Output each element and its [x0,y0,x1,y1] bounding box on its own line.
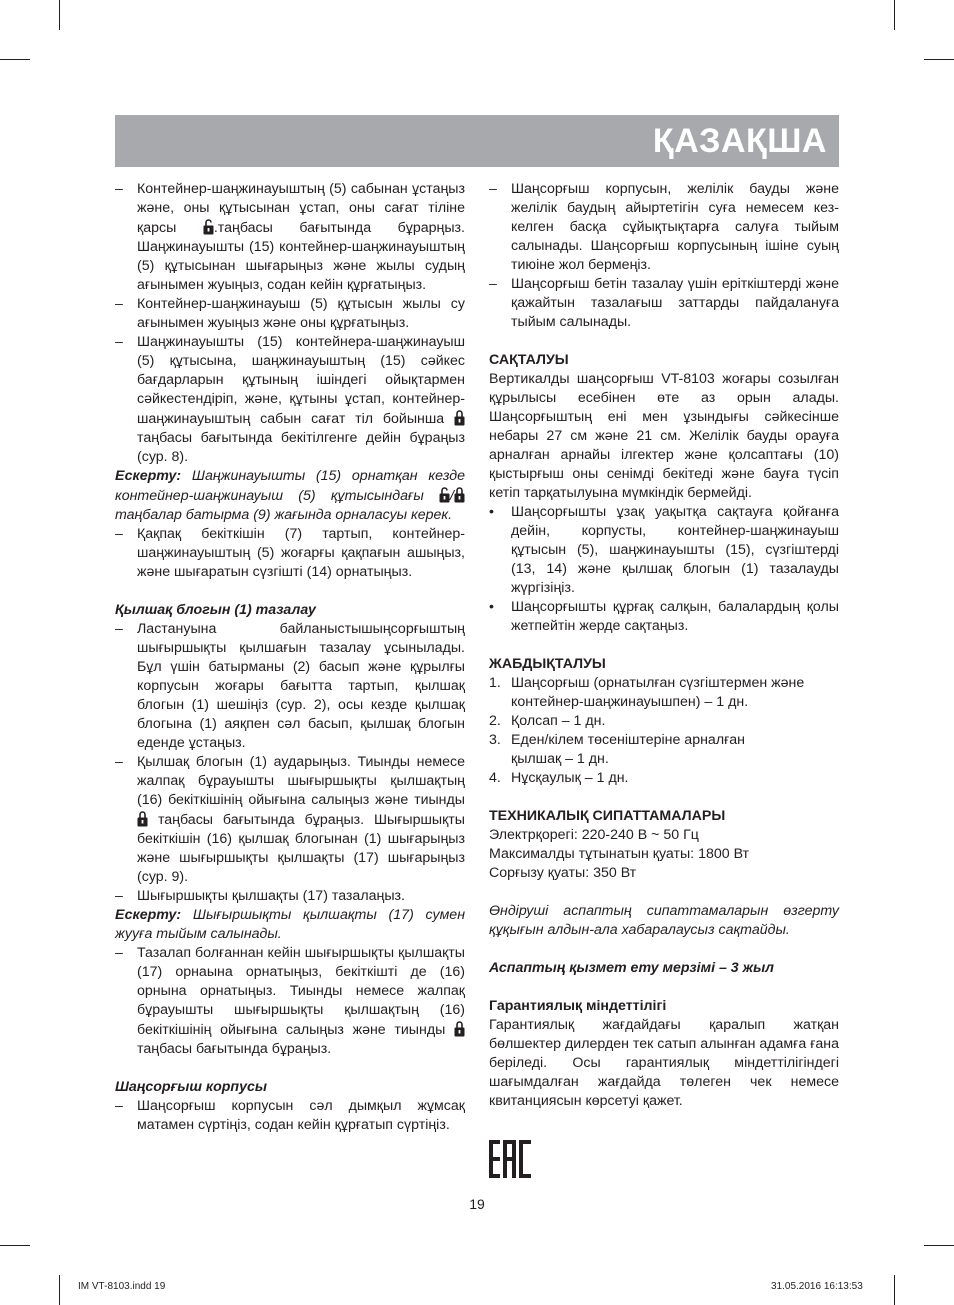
section-heading: ТЕХНИКАЛЫҚ СИПАТТАМАЛАРЫ [489,808,726,824]
spec-line: Максималды тұтынатын қуаты: 1800 Вт [489,846,750,862]
list-item: • Шаңсорғышты ұзақ уақытқа сақтауға қойғанға дейін, корпусты, контейнер-шаңжинауыш құтысын (5), шаңжинауышты (15), сүзгіштерді (13, 14) және қылшақ блогын (1) тазалауды жүргізіңіз. [489,504,839,596]
list-item: 1. Шаңсорғыш (орнатылған сүзгіштермен және контейнер-шаңжинауышпен) – 1 дн. [489,675,805,710]
crop-mark [59,0,60,30]
lock-icon [137,810,148,827]
crop-mark [924,1245,954,1246]
language-title: ҚАЗАҚША [652,122,827,160]
list-item: – Қылшақ блогын (1) аударыңыз. Тиынды немесе жалпақ бұрауышты шығыршықты қылшақтың (16) бекіткішінің ойығына салыңыз және тиынды таңбасы бағытында бұраңыз. Шығыршықты бекіткішін (16) қылшақ блогынан (1) шығарыңыз және шығыршықты қылшақты (17) шығарыңыз (сур. 9). [115,754,465,885]
list-item: – Тазалап болғаннан кейін шығыршықты қылшақты (17) орнаына орнатыңыз, бекіткішті де (16) орнына орнатыңыз. Тиынды немесе жалпақ бұрауышты шығыршықты қылшақтың (16) бекіткішінің ойығына салыңыз және тиынды таңбасы бағытында бұраңыз. [115,945,465,1057]
page-number: 19 [469,1196,485,1212]
footer-file: IM VT-8103.indd 19 [78,1281,166,1292]
eac-mark [489,1140,531,1178]
list-item: – Шығыршықты қылшақты (17) тазалаңыз. [115,888,405,904]
list-item: 3. Еден/кілем төсеніштеріне арналған қылшақ – 1 дн. [489,732,745,767]
crop-mark [894,0,895,30]
list-item: – Шаңсорғыш корпусын сәл дымқыл жұмсақ матамен сүртіңіз, содан кейін құрғатып сүртіңіз. [115,1098,465,1133]
list-item: – Контейнер-шаңжинауыш (5) құтысын жылы су ағынымен жуыңыз және оны құрғатыңыз. [115,296,465,331]
section-heading: Қылшақ блогын (1) тазалау [115,602,316,618]
unlock-icon [439,486,450,503]
left-column [115,180,465,1135]
list-item: – Шаңжинауышты (15) контейнера-шаңжинауыш (5) құтысына, шаңжинауыштың (15) сәйкес бағдарларын құтының ішіндегі ойықтармен сәйкестендіріп, және, құтыны ұстап, контейнер-шаңжинауыштың сабын сағат тіл бойынша таңбасы бағытында бекітілгенге дейін бұраңыз (сур. 8). [115,334,465,465]
section-heading: Шаңсорғыш корпусы [115,1079,267,1095]
lock-icon [454,409,465,426]
crop-mark [924,59,954,60]
note: Ескерту: Шығыршықты қылшақты (17) сумен жууға тыйым салынады. [115,907,465,942]
section-heading: Гарантиялық міндеттілігі [489,998,667,1014]
lock-icon [454,486,465,503]
list-item: 2. Қолсап – 1 дн. [489,713,606,729]
list-item: • Шаңсорғышты құрғақ салқын, балалардың қолы жетпейтін жерде сақтаңыз. [489,599,839,634]
list-item: – Шаңсорғыш корпусын, желілік бауды және желілік баудың айыртетігін суға немесем кез-келген басқа сұйықтықтарға салуға тыйым салынады. Шаңсорғыш корпусының ішіне суың тиюіне жол бермеңіз. [489,181,839,273]
right-column [489,180,839,1111]
spec-line: Электрқорегі: 220-240 В ~ 50 Гц [489,827,699,843]
section-heading: САҚТАЛУЫ [489,352,569,368]
unlock-icon [203,218,214,235]
note: Ескерту: Шаңжинауышты (15) орнатқан кезде контейнер-шаңжинауыш (5) құтысындағы / таңбалар батырма (9) жағында орналасуы керек. [115,468,465,523]
paragraph: Гарантиялық жағдайдағы қаралып жатқан бөлшектер дилерден тек сатып алынған адамға ғана беріледі. Осы гарантиялық міндеттілігіндегі шағымдалған жағдайда төлеген чек немесе квитанциясын көрсетуі қажет. [489,1017,839,1109]
footer-date: 31.05.2016 16:13:53 [771,1281,863,1292]
spec-line: Сорғызу қуаты: 350 Вт [489,865,637,881]
crop-mark [0,1245,30,1246]
list-item: 4. Нұсқаулық – 1 дн. [489,770,629,786]
crop-mark [0,59,30,60]
language-banner [115,115,839,167]
service-life: Аспаптың қызмет ету мерзімі – 3 жыл [489,960,775,976]
crop-mark [59,1275,60,1305]
list-item: – Ластануына байланыстышыңсорғыштың шығыршықты қылшағын тазалау ұсынылады. Бұл үшін батырманы (2) басып және құрылғы корпусын жоғары бағытта тартып, қылшақ блогын (1) шешіңіз (сур. 2), осы кезде қылшақ блогына (1) аяқпен сәл басып, қылшақ блогын еденде ұстаңыз. [115,621,465,751]
list-item: – Шаңсорғыш бетін тазалау үшін еріткіштерді және қажайтын тазалағыш заттарды пайдалануға тыйым салынады. [489,276,839,330]
lock-icon [454,1020,465,1037]
crop-mark [894,1275,895,1305]
section-heading: ЖАБДЫҚТАЛУЫ [489,656,606,672]
manufacturer-note: Өндіруші аспаптың сипаттамаларын өзгерту құқығын алдын-ала хабаралаусыз сақтайды. [489,903,839,938]
paragraph: Вертикалды шаңсорғыш VT-8103 жоғары созылған құрылысы есебінен өте аз орын алады. Шаңсорғыштың ені мен ұзындығы сәйкесінше небары 27 см және 21 см. Желілік бауды орауға арналған арнайы ілгектер және қолсаптағы (10) қыстырғыш оны сенімді бекітеді және бауға түсіп кетіп тарқатылуына мүмкіндік бермейді. [489,371,839,501]
list-item: – Контейнер-шаңжинауыштың (5) сабынан ұстаңыз және, оны құтысынан ұстап, оны сағат тіліне қарсы .таңбасы бағытында бұрарңыз. Шаңжинауышты (15) контейнер-шаңжинауыштың (5) құтысынан шығарыңыз және жылы судың ағынымен жуыңыз, содан кейін құрғатыңыз. [115,181,465,293]
list-item: – Қақпақ бекіткішін (7) тартып, контейнер-шаңжинауыштың (5) жоғарғы қақпағын ашыңыз, және шығаратын сүзгішті (14) орнатыңыз. [115,526,465,580]
